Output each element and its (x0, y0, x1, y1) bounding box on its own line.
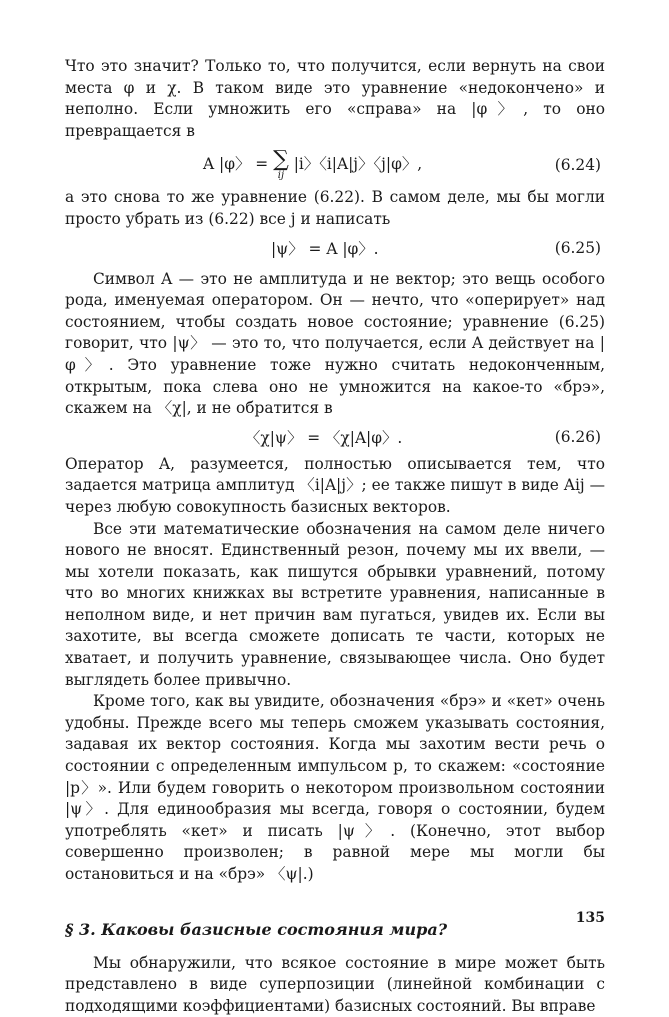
paragraph-2: а это снова то же уравнение (6.22). В самом деле, мы бы могли просто убрать из (6.22) все j и написать (65, 188, 605, 228)
paragraph-3: Символ A — это не амплитуда и не вектор; это вещь особого рода, именуемая оператором. Он — нечто, что «оперирует» над состоянием, чтобы создать новое состояние; уравнение (6.25) говорит, что |ψ〉 — это то, что получается, если A действует на |φ〉. Это уравнение тоже нужно считать недоконченным, открытым, пока слева оно не умножится на какое-то «брэ», скажем на 〈χ|, и не обратится в (65, 269, 605, 418)
paragraph-1: Что это значит? Только то, что получится, если вернуть на свои места φ и χ. В таком виде это уравнение «недокончено» и неполно. Если умножить его «справа» на |φ〉, то оно превращается в (65, 57, 605, 140)
summation-index: ij (277, 169, 285, 181)
equation-6-26-number: (6.26) (554, 427, 601, 446)
equation-6-25 (65, 231, 605, 265)
equation-6-24-number: (6.24) (554, 155, 601, 174)
paragraph-6: Кроме того, как вы увидите, обозначения «брэ» и «кет» очень удобны. Прежде всего мы теперь сможем указывать состояния, задавая их вектор состояния. Когда мы захотим вести речь о состоянии с определенным импульсом p, то скажем: «состояние |p〉». Или будем говорить о некотором произвольном состоянии |ψ〉. Для единообразия мы всегда, говоря о состоянии, будем употреблять «кет» и писать |ψ〉. (Конечно, этот выбор совершенно произволен; в равной мере мы могли бы остановиться и на «брэ» 〈ψ|.) (65, 692, 605, 883)
section-heading: § 3. Каковы базисные состояния мира? (65, 919, 448, 939)
equation-6-25-number: (6.25) (554, 238, 601, 257)
page-number: 135 (575, 910, 605, 926)
equation-6-24-math (203, 146, 423, 181)
paragraph-5: Все эти математические обозначения на самом деле ничего нового не вносят. Единственный резон, почему мы их ввели, — мы хотели показать, как пишутся обрывки уравнений, потому что во многих книжках вы встретите уравнения, написанные в неполном виде, и нет причин вам пугаться, увидев их. Если вы захотите, вы всегда сможете дописать те части, которых не хватает, и получить уравнение, связывающее числа. Оно будет выглядеть более привычно. (65, 519, 605, 689)
equation-6-26 (65, 420, 605, 454)
equation-6-26-math: 〈χ|ψ〉 = 〈χ|A|φ〉. (245, 428, 403, 447)
equation-6-25-math: |ψ〉 = A |φ〉. (271, 239, 379, 258)
equation-6-24-rhs: |i〉〈i|A|j〉〈j|φ〉, (293, 154, 423, 173)
summation-sign: ∑ ij (273, 146, 289, 181)
paragraph-7: Мы обнаружили, что всякое состояние в мире может быть представлено в виде суперпозиции (линейной комбинации с подходящими коэффициентами) базисных состояний. Вы вправе (65, 953, 605, 1015)
equation-6-24-lhs: A |φ〉 = (203, 154, 269, 173)
equation-6-24 (65, 142, 605, 187)
page-body (65, 56, 605, 1017)
paragraph-4: Оператор A, разумеется, полностью описывается тем, что задается матрица амплитуд 〈i|A|j〉; ее также пишут в виде Aij — через любую совокупность базисных векторов. (65, 454, 605, 516)
